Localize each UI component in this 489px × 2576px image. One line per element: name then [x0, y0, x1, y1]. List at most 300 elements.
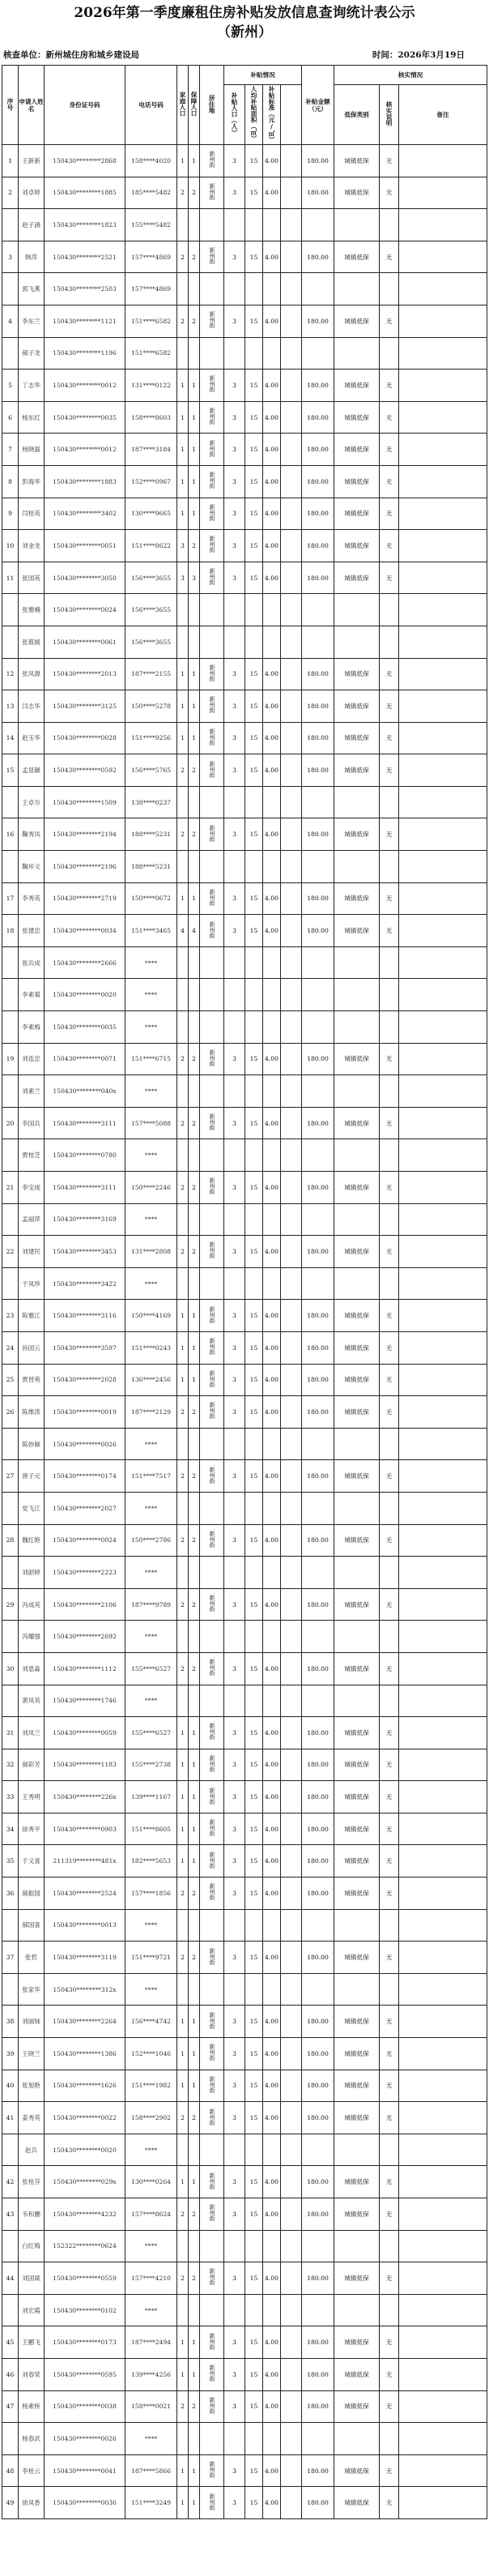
amount-cell — [302, 1267, 334, 1300]
household-cell: 2 — [177, 1236, 189, 1268]
spacer-cell — [281, 1652, 302, 1685]
subsidy-people-cell: 3 — [224, 882, 245, 915]
spacer-cell — [281, 2102, 302, 2134]
amount-cell: 180.00 — [302, 2006, 334, 2038]
amount-cell — [302, 1973, 334, 2006]
address-cell: 新州街 — [200, 1813, 224, 1845]
name-cell: 鞠秀凤 — [19, 818, 45, 851]
standard-cell: 4.00 — [263, 177, 281, 209]
amount-cell: 180.00 — [302, 1652, 334, 1685]
name-cell: 李素梅 — [19, 1011, 45, 1044]
seq-cell: 36 — [2, 1878, 19, 1910]
standard-cell: 4.00 — [263, 1236, 281, 1268]
amount-cell: 180.00 — [302, 1460, 334, 1493]
remark-cell — [399, 722, 487, 754]
status-cell: 无 — [380, 658, 399, 690]
seq-cell — [2, 1973, 19, 2006]
household-cell: 1 — [177, 465, 189, 498]
name-cell: 刘宏霞 — [19, 2294, 45, 2326]
table-row — [2, 1973, 487, 2006]
phone-cell: 138****0237 — [125, 786, 177, 818]
standard-cell — [263, 594, 281, 626]
subsidy-people-cell — [224, 2294, 245, 2326]
id-cell: 150430********1112 — [45, 1652, 125, 1685]
spacer-cell — [281, 1557, 302, 1589]
name-cell: 张兵成 — [19, 946, 45, 979]
status-cell: 无 — [380, 2070, 399, 2102]
spacer-cell — [281, 1942, 302, 1974]
name-cell: 王新新 — [19, 145, 45, 177]
seq-cell — [2, 2294, 19, 2326]
guaranteed-cell: 3 — [189, 562, 200, 594]
standard-cell — [263, 1492, 281, 1524]
category-cell: 城镇低保 — [334, 1331, 380, 1364]
spacer-cell — [281, 209, 302, 241]
area-cell: 15 — [245, 2070, 263, 2102]
address-cell: 新州街 — [200, 1107, 224, 1139]
guaranteed-cell — [189, 1621, 200, 1653]
id-cell: 150430********1823 — [45, 209, 125, 241]
household-cell — [177, 209, 189, 241]
household-cell: 2 — [177, 2198, 189, 2231]
status-cell: 无 — [380, 1172, 399, 1204]
phone-cell: 136****2456 — [125, 1364, 177, 1396]
spacer-cell — [281, 690, 302, 723]
subsidy-people-cell: 3 — [224, 2390, 245, 2423]
remark-cell — [399, 946, 487, 979]
household-cell: 2 — [177, 1172, 189, 1204]
phone-cell: **** — [125, 1011, 177, 1044]
area-cell: 15 — [245, 1331, 263, 1364]
area-cell: 15 — [245, 2038, 263, 2070]
name-cell: 郝振国 — [19, 1878, 45, 1910]
table-row — [2, 2294, 487, 2326]
status-cell: 无 — [380, 915, 399, 947]
status-cell: 无 — [380, 2390, 399, 2423]
table-row — [2, 1011, 487, 1044]
address-cell — [200, 2134, 224, 2166]
area-cell: 15 — [245, 1236, 263, 1268]
area-cell: 15 — [245, 2262, 263, 2295]
name-cell: 于凤珍 — [19, 1267, 45, 1300]
address-cell — [200, 1973, 224, 2006]
id-cell: 211319********481x — [45, 1845, 125, 1878]
name-cell: 孙国云 — [19, 1331, 45, 1364]
table-body — [2, 145, 487, 2519]
name-cell: 刘凤兰 — [19, 1717, 45, 1749]
amount-cell: 180.00 — [302, 1331, 334, 1364]
amount-cell: 180.00 — [302, 690, 334, 723]
area-cell: 15 — [245, 401, 263, 434]
address-cell: 新州街 — [200, 1845, 224, 1878]
category-cell: 城镇低保 — [334, 1588, 380, 1621]
id-cell: 150430********040x — [45, 1075, 125, 1108]
seq-cell: 18 — [2, 915, 19, 947]
area-cell: 15 — [245, 1172, 263, 1204]
phone-cell: 187****9789 — [125, 1588, 177, 1621]
address-cell — [200, 1139, 224, 1172]
address-cell — [200, 1685, 224, 1717]
household-cell — [177, 2230, 189, 2262]
standard-cell — [263, 626, 281, 658]
seq-cell: 33 — [2, 1781, 19, 1813]
table-row — [2, 1813, 487, 1845]
spacer-cell — [281, 1621, 302, 1653]
category-cell: 城镇低保 — [334, 1300, 380, 1332]
status-cell: 无 — [380, 1300, 399, 1332]
phone-cell: **** — [125, 979, 177, 1011]
remark-cell — [399, 434, 487, 466]
phone-cell: 157****4869 — [125, 241, 177, 273]
col-area: 人均补贴面积（㎡） — [245, 85, 263, 145]
seq-cell — [2, 1428, 19, 1460]
area-cell — [245, 786, 263, 818]
address-cell — [200, 1203, 224, 1236]
address-cell: 新州街 — [200, 1942, 224, 1974]
id-cell: 150430********0038 — [45, 2390, 125, 2423]
status-cell: 无 — [380, 1942, 399, 1974]
category-cell: 城镇低保 — [334, 2358, 380, 2390]
household-cell: 2 — [177, 1878, 189, 1910]
area-cell: 15 — [245, 1524, 263, 1557]
household-cell: 2 — [177, 1043, 189, 1075]
category-cell — [334, 209, 380, 241]
phone-cell: 156****3655 — [125, 594, 177, 626]
remark-cell — [399, 498, 487, 530]
category-cell: 城镇低保 — [334, 690, 380, 723]
seq-cell: 48 — [2, 2454, 19, 2487]
table-row — [2, 1107, 487, 1139]
spacer-cell — [281, 979, 302, 1011]
id-cell: 150430********2223 — [45, 1557, 125, 1589]
status-cell: 无 — [380, 2006, 399, 2038]
id-cell: 150430********0592 — [45, 754, 125, 787]
household-cell: 1 — [177, 145, 189, 177]
standard-cell — [263, 1267, 281, 1300]
guaranteed-cell — [189, 1075, 200, 1108]
area-cell: 15 — [245, 1878, 263, 1910]
table-row — [2, 209, 487, 241]
id-cell: 150430********0026 — [45, 2423, 125, 2455]
area-cell: 15 — [245, 530, 263, 562]
phone-cell: 151****8605 — [125, 1813, 177, 1845]
table-row — [2, 786, 487, 818]
phone-cell: 151****7517 — [125, 1460, 177, 1493]
status-cell: 无 — [380, 241, 399, 273]
id-cell: 150430********3125 — [45, 690, 125, 723]
standard-cell — [263, 1428, 281, 1460]
id-cell: 150430********2028 — [45, 1364, 125, 1396]
subsidy-people-cell: 3 — [224, 370, 245, 402]
name-cell: 张哲 — [19, 1942, 45, 1974]
guaranteed-cell: 2 — [189, 1524, 200, 1557]
id-cell: 150430********226x — [45, 1781, 125, 1813]
standard-cell: 4.00 — [263, 1813, 281, 1845]
guaranteed-cell: 2 — [189, 2390, 200, 2423]
guaranteed-cell: 1 — [189, 1717, 200, 1749]
household-cell — [177, 1909, 189, 1942]
household-cell: 1 — [177, 690, 189, 723]
status-cell: 无 — [380, 465, 399, 498]
household-cell: 1 — [177, 2358, 189, 2390]
address-cell: 新州街 — [200, 530, 224, 562]
address-cell — [200, 1011, 224, 1044]
phone-cell: 150****2246 — [125, 1172, 177, 1204]
status-cell: 无 — [380, 882, 399, 915]
area-cell: 15 — [245, 241, 263, 273]
amount-cell: 180.00 — [302, 530, 334, 562]
remark-cell — [399, 1203, 487, 1236]
seq-cell — [2, 594, 19, 626]
standard-cell — [263, 1139, 281, 1172]
subsidy-people-cell — [224, 337, 245, 370]
spacer-cell — [281, 1845, 302, 1878]
category-cell: 城镇低保 — [334, 434, 380, 466]
household-cell — [177, 1267, 189, 1300]
category-cell: 城镇低保 — [334, 305, 380, 337]
phone-cell: 157****1856 — [125, 1878, 177, 1910]
subsidy-people-cell — [224, 1557, 245, 1589]
guaranteed-cell — [189, 1492, 200, 1524]
category-cell: 城镇低保 — [334, 562, 380, 594]
remark-cell — [399, 915, 487, 947]
subsidy-people-cell — [224, 1011, 245, 1044]
name-cell: 陈雅江 — [19, 1300, 45, 1332]
subsidy-people-cell: 3 — [224, 1749, 245, 1781]
category-cell: 城镇低保 — [334, 2198, 380, 2231]
status-cell — [380, 1203, 399, 1236]
subsidy-people-cell: 3 — [224, 2326, 245, 2359]
standard-cell — [263, 1203, 281, 1236]
category-cell: 城镇低保 — [334, 1460, 380, 1493]
id-cell: 150430********0061 — [45, 626, 125, 658]
guaranteed-cell — [189, 273, 200, 305]
id-cell: 150430********1121 — [45, 305, 125, 337]
subsidy-people-cell — [224, 851, 245, 883]
category-cell — [334, 851, 380, 883]
address-cell — [200, 1267, 224, 1300]
area-cell — [245, 1685, 263, 1717]
spacer-cell — [281, 2294, 302, 2326]
subsidy-people-cell: 3 — [224, 1043, 245, 1075]
area-cell: 15 — [245, 1845, 263, 1878]
remark-cell — [399, 2134, 487, 2166]
id-cell: 150430********0028 — [45, 722, 125, 754]
col-subsidy-people: 补贴人口（人） — [224, 85, 245, 145]
meta-bar — [0, 45, 489, 63]
status-cell — [380, 273, 399, 305]
area-cell — [245, 946, 263, 979]
id-cell: 150430********1183 — [45, 1749, 125, 1781]
spacer-cell — [281, 1043, 302, 1075]
address-cell: 新州街 — [200, 1172, 224, 1204]
name-cell: 张桂芬 — [19, 2166, 45, 2198]
address-cell: 新州街 — [200, 1588, 224, 1621]
category-cell: 城镇低保 — [334, 2390, 380, 2423]
spacer-cell — [281, 1685, 302, 1717]
seq-cell: 38 — [2, 2006, 19, 2038]
amount-cell: 180.00 — [302, 1749, 334, 1781]
col-name: 申请人姓名 — [19, 66, 45, 145]
category-cell — [334, 1075, 380, 1108]
subsidy-people-cell: 3 — [224, 2358, 245, 2390]
category-cell: 城镇低保 — [334, 2166, 380, 2198]
amount-cell — [302, 2230, 334, 2262]
name-cell: 孟显颖 — [19, 754, 45, 787]
area-cell: 15 — [245, 2390, 263, 2423]
seq-cell: 42 — [2, 2166, 19, 2198]
status-cell — [380, 1973, 399, 2006]
amount-cell: 180.00 — [302, 1396, 334, 1429]
subsidy-people-cell — [224, 946, 245, 979]
amount-cell: 180.00 — [302, 2038, 334, 2070]
standard-cell: 4.00 — [263, 1460, 281, 1493]
status-cell: 无 — [380, 2358, 399, 2390]
standard-cell: 4.00 — [263, 1588, 281, 1621]
household-cell: 2 — [177, 818, 189, 851]
household-cell: 2 — [177, 1524, 189, 1557]
subsidy-people-cell — [224, 2423, 245, 2455]
seq-cell — [2, 2423, 19, 2455]
phone-cell: 182****5653 — [125, 1845, 177, 1878]
area-cell: 15 — [245, 818, 263, 851]
remark-cell — [399, 786, 487, 818]
id-cell: 150430********2027 — [45, 1492, 125, 1524]
name-cell: 冯耀强 — [19, 1621, 45, 1653]
phone-cell: 150****4169 — [125, 1300, 177, 1332]
household-cell: 1 — [177, 2326, 189, 2359]
address-cell: 新州街 — [200, 2006, 224, 2038]
spacer-cell — [281, 1364, 302, 1396]
remark-cell — [399, 818, 487, 851]
phone-cell: 152****0967 — [125, 465, 177, 498]
standard-cell: 4.00 — [263, 1942, 281, 1974]
phone-cell: 151****1982 — [125, 2070, 177, 2102]
household-cell — [177, 273, 189, 305]
spacer-cell — [281, 241, 302, 273]
id-cell: 150430********2013 — [45, 658, 125, 690]
guaranteed-cell — [189, 2423, 200, 2455]
status-cell — [380, 851, 399, 883]
address-cell — [200, 979, 224, 1011]
col-category: 低保类别 — [334, 85, 380, 145]
spacer-cell — [281, 1909, 302, 1942]
table-row — [2, 1236, 487, 1268]
amount-cell: 180.00 — [302, 1878, 334, 1910]
amount-cell: 180.00 — [302, 1300, 334, 1332]
category-cell: 城镇低保 — [334, 1364, 380, 1396]
amount-cell: 180.00 — [302, 754, 334, 787]
col-standard-2 — [281, 85, 302, 145]
standard-cell — [263, 979, 281, 1011]
phone-cell: 187****5866 — [125, 2454, 177, 2487]
amount-cell: 180.00 — [302, 177, 334, 209]
household-cell — [177, 1075, 189, 1108]
address-cell: 新州街 — [200, 370, 224, 402]
id-cell: 150430********2666 — [45, 946, 125, 979]
table-row — [2, 658, 487, 690]
address-cell: 新州街 — [200, 1524, 224, 1557]
remark-cell — [399, 1942, 487, 1974]
seq-cell: 37 — [2, 1942, 19, 1974]
amount-cell: 180.00 — [302, 2262, 334, 2295]
standard-cell: 4.00 — [263, 465, 281, 498]
name-cell: 刘素兰 — [19, 1075, 45, 1108]
phone-cell: **** — [125, 2134, 177, 2166]
remark-cell — [399, 241, 487, 273]
standard-cell: 4.00 — [263, 2006, 281, 2038]
standard-cell: 4.00 — [263, 1043, 281, 1075]
address-cell: 新州街 — [200, 177, 224, 209]
seq-cell: 32 — [2, 1749, 19, 1781]
spacer-cell — [281, 2038, 302, 2070]
guaranteed-cell — [189, 2134, 200, 2166]
table-row — [2, 1428, 487, 1460]
name-cell: 张凤源 — [19, 658, 45, 690]
subsidy-people-cell — [224, 209, 245, 241]
status-cell: 无 — [380, 2487, 399, 2519]
household-cell — [177, 786, 189, 818]
guaranteed-cell — [189, 1011, 200, 1044]
remark-cell — [399, 1845, 487, 1878]
address-cell: 新州街 — [200, 1396, 224, 1429]
household-cell: 1 — [177, 1717, 189, 1749]
category-cell: 城镇低保 — [334, 465, 380, 498]
phone-cell: **** — [125, 2294, 177, 2326]
amount-cell: 180.00 — [302, 915, 334, 947]
id-cell: 150430********3111 — [45, 1172, 125, 1204]
id-cell: 150430********3119 — [45, 1942, 125, 1974]
spacer-cell — [281, 2358, 302, 2390]
address-cell — [200, 851, 224, 883]
status-cell: 无 — [380, 498, 399, 530]
household-cell — [177, 1557, 189, 1589]
category-cell: 城镇低保 — [334, 401, 380, 434]
phone-cell: 156****3655 — [125, 626, 177, 658]
spacer-cell — [281, 1267, 302, 1300]
standard-cell — [263, 2423, 281, 2455]
area-cell: 15 — [245, 562, 263, 594]
amount-cell: 180.00 — [302, 2198, 334, 2231]
category-cell: 城镇低保 — [334, 1172, 380, 1204]
standard-cell — [263, 1557, 281, 1589]
name-cell: 于义喜 — [19, 1845, 45, 1878]
guaranteed-cell — [189, 979, 200, 1011]
household-cell — [177, 946, 189, 979]
spacer-cell — [281, 562, 302, 594]
table-row — [2, 1942, 487, 1974]
category-cell — [334, 594, 380, 626]
amount-cell — [302, 851, 334, 883]
amount-cell: 180.00 — [302, 465, 334, 498]
category-cell — [334, 2134, 380, 2166]
guaranteed-cell: 2 — [189, 1460, 200, 1493]
area-cell: 15 — [245, 882, 263, 915]
area-cell — [245, 1557, 263, 1589]
household-cell: 2 — [177, 1396, 189, 1429]
subsidy-table — [2, 65, 487, 2519]
status-cell: 无 — [380, 1878, 399, 1910]
guaranteed-cell: 2 — [189, 1396, 200, 1429]
standard-cell: 4.00 — [263, 1781, 281, 1813]
address-cell: 新州街 — [200, 434, 224, 466]
status-cell: 无 — [380, 434, 399, 466]
id-cell: 150430********0059 — [45, 1717, 125, 1749]
guaranteed-cell: 2 — [189, 1043, 200, 1075]
standard-cell — [263, 337, 281, 370]
name-cell: 张旭艳 — [19, 2070, 45, 2102]
status-cell: 无 — [380, 2198, 399, 2231]
